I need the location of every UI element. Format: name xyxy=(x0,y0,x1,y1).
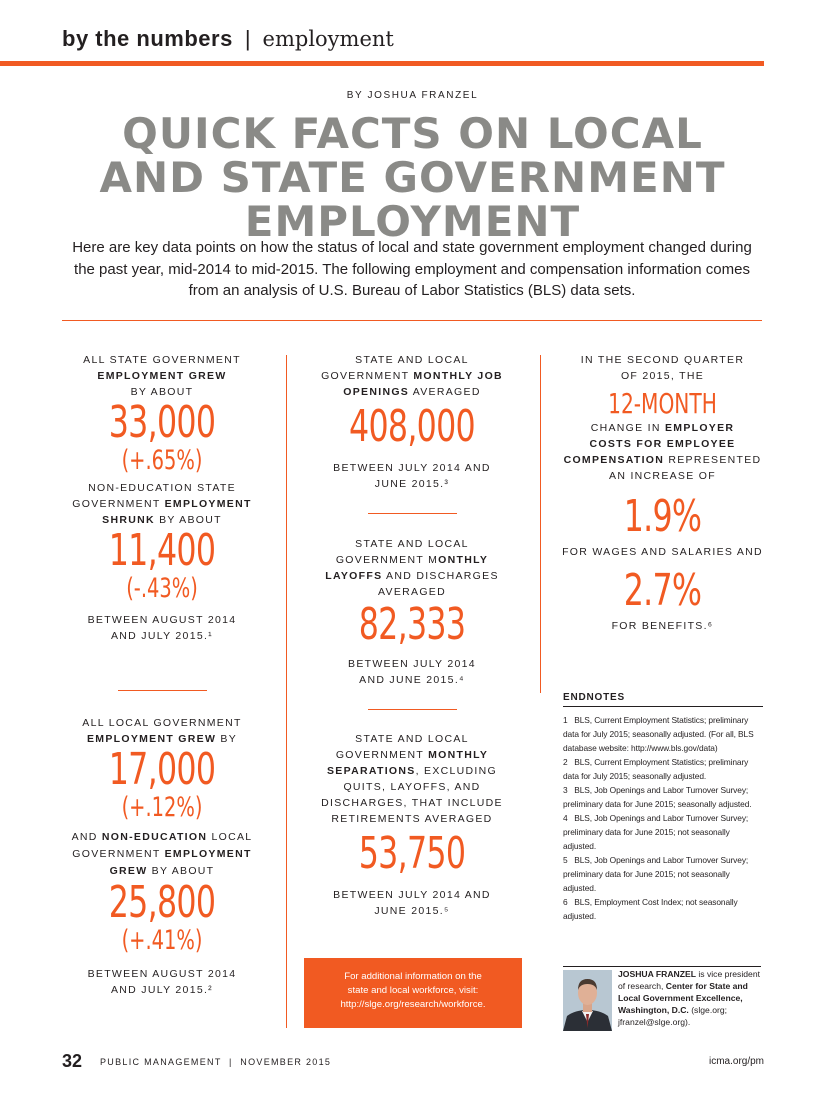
page-title xyxy=(90,109,735,246)
label-line: BETWEEN AUGUST 2014 xyxy=(87,968,237,980)
title-line-2: AND STATE GOVERNMENT xyxy=(99,153,726,202)
title-line-3: EMPLOYMENT xyxy=(244,197,581,246)
callout-line: state and local workforce, visit: xyxy=(347,985,479,996)
header-rule xyxy=(0,61,764,66)
intro-paragraph: Here are key data points on how the status of local and state government employment changed during the past year, mid-2014 to mid-2015. The following employment and compensation information comes from an analysis of U.S. Bureau of Labor Statistics (BLS) data sets. xyxy=(72,239,752,299)
label-bold: SHRUNK xyxy=(102,514,155,526)
divider-col2-a xyxy=(368,513,457,514)
label-text: , EXCLUDING xyxy=(415,765,497,777)
label-bold: EMPLOYMENT GREW xyxy=(87,733,217,745)
label-line: JUNE 2015.³ xyxy=(374,478,450,490)
label-text: AND DISCHARGES xyxy=(386,570,499,582)
label-bold: ONTHLY xyxy=(438,554,489,566)
fact-nonedu-local-label xyxy=(62,829,262,880)
author-photo xyxy=(563,970,612,1031)
fact-benefits-label: FOR BENEFITS.⁶ xyxy=(611,620,714,632)
fact-openings-label xyxy=(312,352,512,400)
label-line: STATE AND LOCAL xyxy=(355,733,469,745)
endnotes-list xyxy=(563,713,763,923)
column-state-local-employment xyxy=(62,352,262,644)
publication-info: PUBLIC MANAGEMENT | NOVEMBER 2015 xyxy=(100,1057,332,1067)
label-line: STATE AND LOCAL xyxy=(355,538,469,550)
label-line: AN INCREASE OF xyxy=(609,470,716,482)
label-text: GOVERNMENT M xyxy=(335,554,439,566)
label-line: IN THE SECOND QUARTER xyxy=(580,354,745,366)
callout-link[interactable]: http://slge.org/research/workforce. xyxy=(340,999,486,1010)
stat-12-month: 12-MONTH xyxy=(608,387,717,420)
fact-separations-period xyxy=(312,887,512,919)
fact-local-label xyxy=(62,715,262,747)
stat-nonedu-state-pct: (-.43%) xyxy=(126,573,198,604)
endnotes-rule xyxy=(563,706,763,707)
fact-separations-label xyxy=(312,731,512,827)
stat-benefits-increase: 2.7% xyxy=(623,565,702,616)
bio-rule xyxy=(563,966,761,967)
label-bold: EMPLOYMENT GREW xyxy=(97,370,227,382)
stat-local-growth: 17,000 xyxy=(108,744,216,795)
intro-rule xyxy=(62,320,762,321)
label-bold: SEPARATIONS xyxy=(327,765,416,777)
workforce-info-callout xyxy=(304,958,522,1028)
label-line: BETWEEN JULY 2014 AND xyxy=(333,889,491,901)
stat-separations: 53,750 xyxy=(358,828,466,879)
divider-col2-b xyxy=(368,709,457,710)
author-bio xyxy=(618,968,768,1028)
label-line: BETWEEN JULY 2014 AND xyxy=(333,462,491,474)
endnote-item: 2 BLS, Current Employment Statistics; preliminary data for July 2015; seasonally adjusted. xyxy=(563,757,749,781)
label-bold: OPENINGS xyxy=(343,386,410,398)
label-text: AND xyxy=(71,831,98,843)
endnote-item: 1 BLS, Current Employment Statistics; preliminary data for July 2015; seasonally adjusted. (For all, BLS database website: http://www.bls.gov/data) xyxy=(563,715,754,753)
fact-openings-period xyxy=(312,460,512,492)
stat-local-growth-pct: (+.12%) xyxy=(121,792,203,823)
section-header xyxy=(62,26,394,52)
section-title: by the numbers xyxy=(62,26,233,51)
fact-nonedu-local-period xyxy=(62,966,262,998)
label-line: AVERAGED xyxy=(378,586,446,598)
label-line: RETIREMENTS AVERAGED xyxy=(331,813,493,825)
label-text: GOVERNMENT xyxy=(321,370,410,382)
author-name: JOSHUA FRANZEL xyxy=(618,969,696,979)
stat-wages-increase: 1.9% xyxy=(623,491,702,542)
label-line: AND JULY 2015.¹ xyxy=(111,630,213,642)
endnote-item: 4 BLS, Job Openings and Labor Turnover Survey; preliminary data for June 2015; not seasonally adjusted. xyxy=(563,813,749,851)
label-line: NON-EDUCATION STATE xyxy=(88,482,236,494)
label-text: GOVERNMENT xyxy=(335,749,424,761)
fact-state-label xyxy=(62,352,262,400)
label-line: DISCHARGES, THAT INCLUDE xyxy=(321,797,503,809)
label-line: ALL LOCAL GOVERNMENT xyxy=(82,717,242,729)
label-line: QUITS, LAYOFFS, AND xyxy=(343,781,481,793)
endnote-item: 3 BLS, Job Openings and Labor Turnover Survey; preliminary data for June 2015; seasonally adjusted. xyxy=(563,785,752,809)
stat-nonedu-local-pct: (+.41%) xyxy=(121,925,203,956)
stat-job-openings: 408,000 xyxy=(349,401,475,452)
byline: BY JOSHUA FRANZEL xyxy=(346,90,479,101)
label-line: BY ABOUT xyxy=(130,386,194,398)
endnote-item: 6 BLS, Employment Cost Index; not seasonally adjusted. xyxy=(563,897,738,921)
label-text: LOCAL xyxy=(211,831,253,843)
label-line: OF 2015, THE xyxy=(620,370,705,382)
title-line-1: QUICK FACTS ON LOCAL xyxy=(122,109,703,158)
label-text: REPRESENTED xyxy=(668,454,762,466)
endnotes xyxy=(563,692,763,923)
label-bold: LAYOFFS xyxy=(325,570,383,582)
column-layoffs xyxy=(312,536,512,688)
label-line: STATE AND LOCAL xyxy=(355,354,469,366)
label-line: ALL STATE GOVERNMENT xyxy=(83,354,241,366)
column-job-openings xyxy=(312,352,512,492)
label-bold: GREW xyxy=(109,865,148,877)
stat-layoffs: 82,333 xyxy=(358,599,466,650)
fact-nonedu-state-period xyxy=(62,612,262,644)
label-text: AVERAGED xyxy=(412,386,481,398)
fact-compensation-label xyxy=(560,420,765,484)
label-bold: MONTHLY JOB xyxy=(413,370,503,382)
author-portrait-icon xyxy=(563,970,612,1031)
fact-layoffs-period xyxy=(312,656,512,688)
label-text: GOVERNMENT xyxy=(72,848,161,860)
stat-nonedu-state: 11,400 xyxy=(108,525,216,576)
bio-contact: (slge.org; jfranzel@slge.org). xyxy=(618,1005,728,1027)
label-text: CHANGE IN xyxy=(590,422,661,434)
stat-state-growth: 33,000 xyxy=(108,397,216,448)
label-line: BETWEEN JULY 2014 xyxy=(348,658,476,670)
page-number: 32 xyxy=(62,1051,83,1071)
fact-compensation-intro xyxy=(560,352,765,384)
callout-line: For additional information on the xyxy=(344,971,482,982)
stat-state-growth-pct: (+.65%) xyxy=(121,445,203,476)
bio-text: is vice president of research, xyxy=(618,969,760,991)
column-compensation xyxy=(560,352,765,634)
divider-col1 xyxy=(118,690,207,691)
column-divider-2 xyxy=(540,355,541,693)
label-text: BY xyxy=(220,733,237,745)
fact-nonedu-state-label xyxy=(62,480,262,528)
stat-nonedu-local: 25,800 xyxy=(108,877,216,928)
endnotes-heading: ENDNOTES xyxy=(563,692,625,703)
label-line: BETWEEN AUGUST 2014 xyxy=(87,614,237,626)
label-line: AND JUNE 2015.⁴ xyxy=(359,674,465,686)
label-bold: EMPLOYMENT xyxy=(164,498,252,510)
label-bold: NON-EDUCATION xyxy=(101,831,208,843)
label-text: GOVERNMENT xyxy=(72,498,161,510)
section-subtitle: employment xyxy=(262,27,394,51)
bio-organization: Center for State and Local Government Excellence, Washington, D.C. xyxy=(618,981,748,1015)
label-bold: COMPENSATION xyxy=(563,454,665,466)
label-line: JUNE 2015.⁵ xyxy=(374,905,450,917)
label-bold: MONTHLY xyxy=(428,749,489,761)
label-text: BY ABOUT xyxy=(151,865,215,877)
endnote-item: 5 BLS, Job Openings and Labor Turnover Survey; preliminary data for June 2015; not seasonally adjusted. xyxy=(563,855,749,893)
label-bold: EMPLOYER xyxy=(664,422,735,434)
column-local-employment xyxy=(62,715,262,998)
section-separator: | xyxy=(244,26,251,51)
fact-wages-label: FOR WAGES AND SALARIES AND xyxy=(562,546,763,558)
label-text: BY ABOUT xyxy=(159,514,222,526)
fact-layoffs-label xyxy=(312,536,512,600)
footer-url[interactable]: icma.org/pm xyxy=(708,1056,764,1067)
column-divider-1 xyxy=(286,355,287,1028)
label-line: AND JULY 2015.² xyxy=(111,984,213,996)
label-bold: EMPLOYMENT xyxy=(164,848,252,860)
label-bold: COSTS FOR EMPLOYEE xyxy=(589,438,736,450)
column-separations xyxy=(312,731,512,919)
